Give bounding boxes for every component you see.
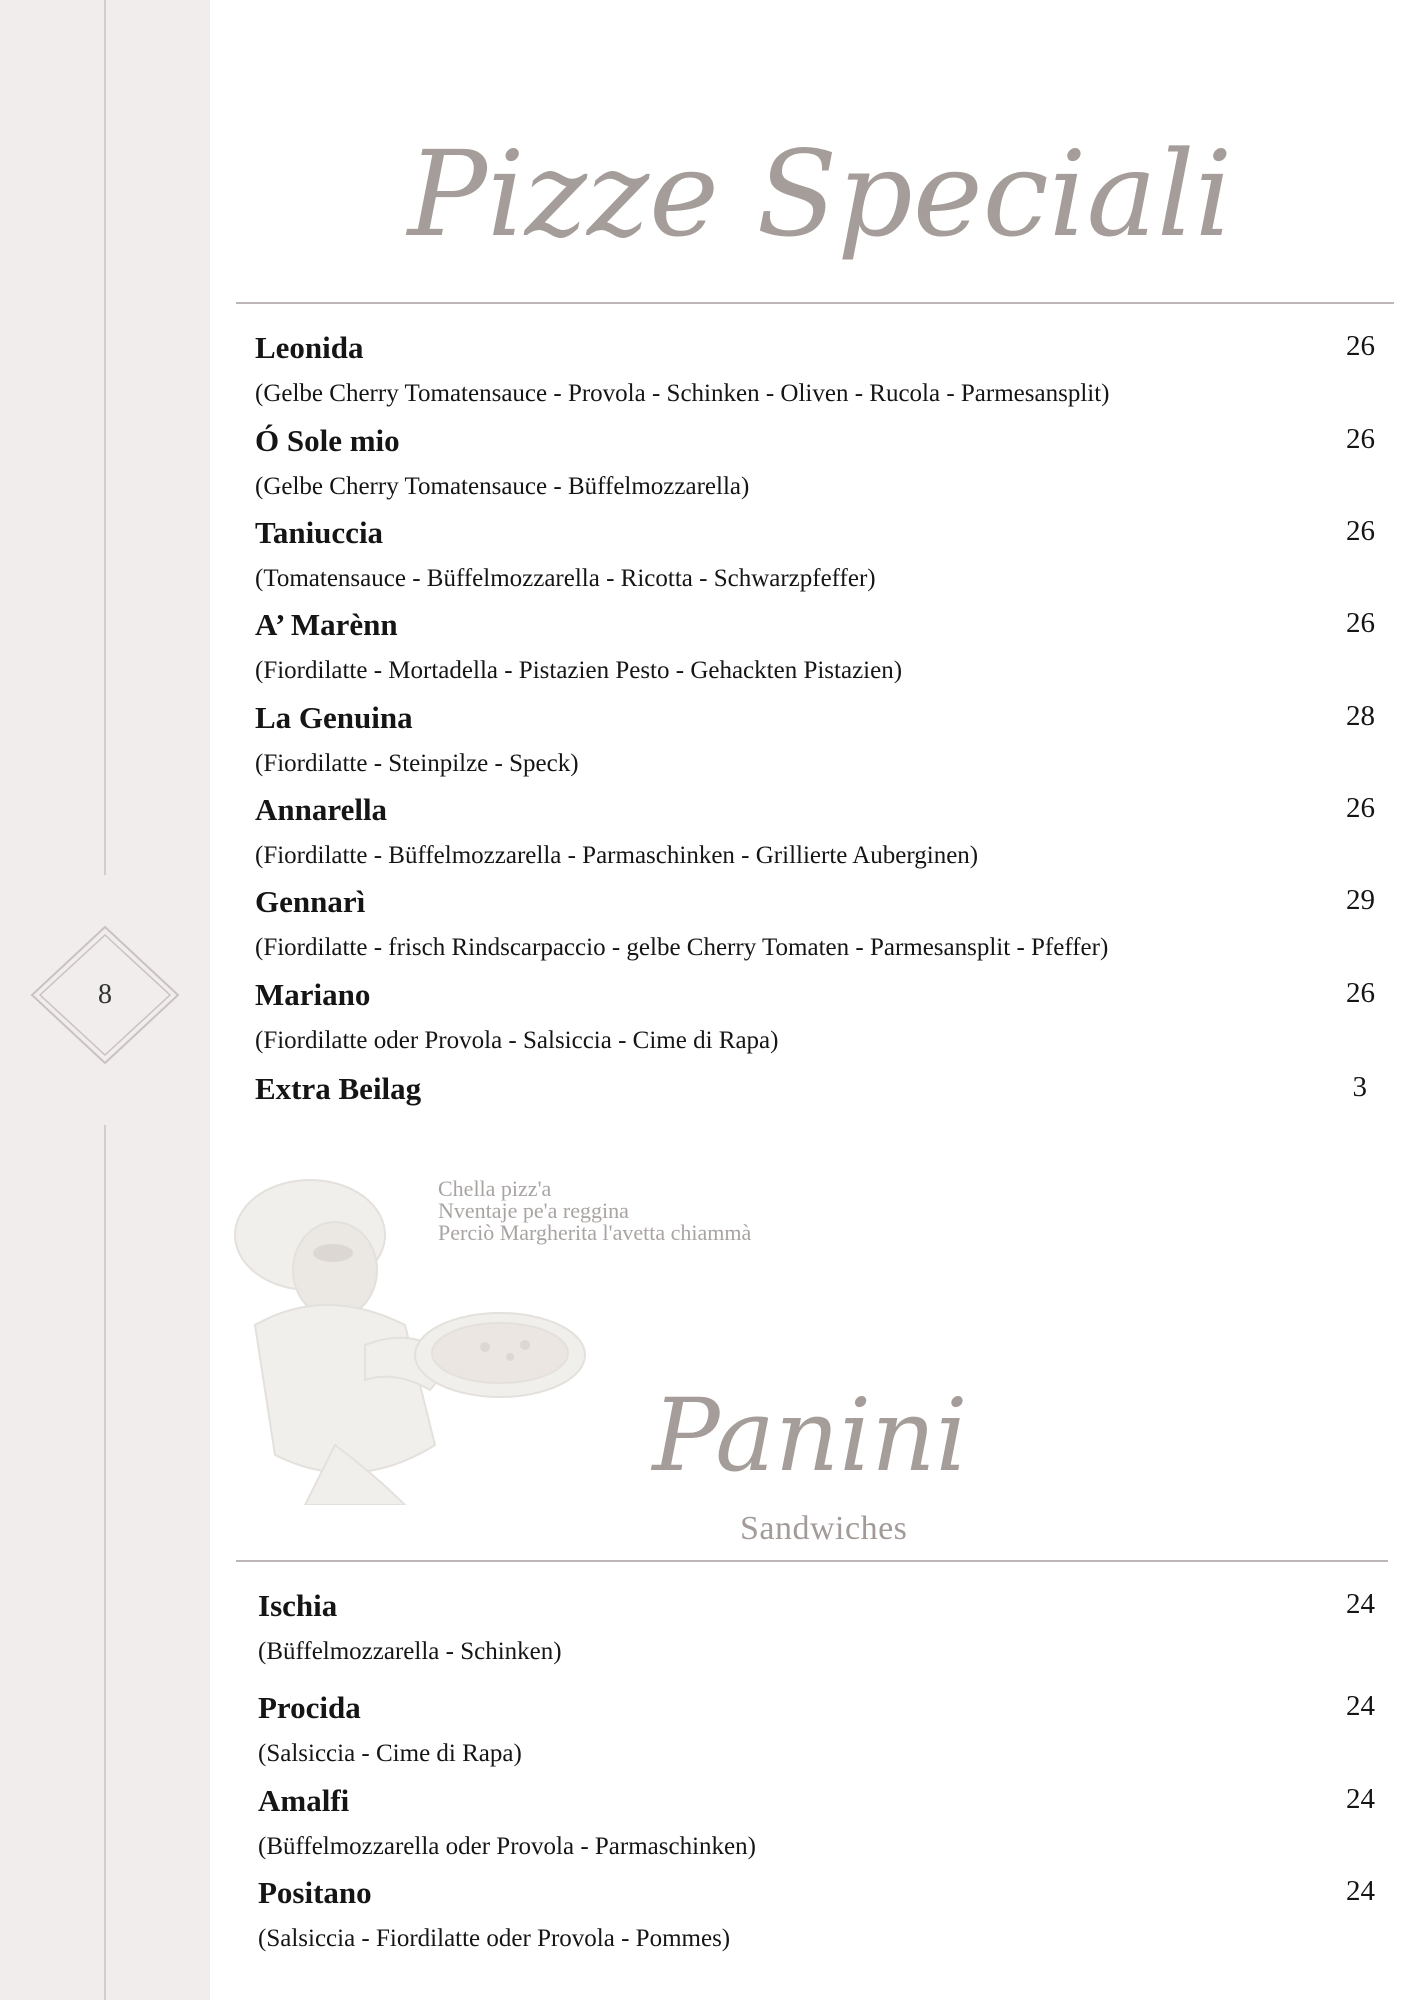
- pizze-title: [390, 100, 1250, 290]
- item-description: (Büffelmozzarella - Schinken): [258, 1638, 562, 1665]
- item-name: Positano: [258, 1875, 372, 1910]
- item-price: 24: [1346, 1690, 1375, 1722]
- item-name: Annarella: [255, 792, 388, 827]
- item-price: 24: [1346, 1875, 1375, 1907]
- item-name: Extra Beilag: [255, 1071, 422, 1106]
- item-name: Mariano: [255, 977, 371, 1012]
- item-name: Amalfi: [258, 1783, 350, 1818]
- menu-item-la-genuina: [255, 698, 1375, 782]
- menu-item-positano: [258, 1873, 1375, 1957]
- menu-item-gennari: [255, 882, 1375, 966]
- menu-item-extra-beilag: [255, 1069, 1375, 1109]
- item-name: Ó Sole mio: [255, 423, 400, 458]
- item-name: A’ Marènn: [255, 607, 398, 642]
- menu-item-procida: [258, 1688, 1375, 1772]
- quote-line: Chella pizz'a: [438, 1176, 552, 1201]
- item-description: (Büffelmozzarella oder Provola - Parmaschinken): [258, 1833, 756, 1860]
- menu-item-mariano: [255, 975, 1375, 1059]
- item-price: 3: [1352, 1071, 1367, 1103]
- menu-item-annarella: [255, 790, 1375, 874]
- panini-title-text: Panini: [652, 1377, 968, 1494]
- item-name: Procida: [258, 1690, 361, 1725]
- item-name: La Genuina: [255, 700, 413, 735]
- item-price: 26: [1346, 330, 1375, 362]
- panini-subtitle: Sandwiches: [740, 1510, 908, 1547]
- item-name: Leonida: [255, 330, 364, 365]
- item-price: 26: [1346, 607, 1375, 639]
- item-price: 24: [1346, 1783, 1375, 1815]
- pizza-quote: [438, 1178, 751, 1244]
- item-description: (Fiordilatte - Büffelmozzarella - Parmaschinken - Grillierte Auberginen): [255, 842, 979, 869]
- item-description: (Gelbe Cherry Tomatensauce - Büffelmozzarella): [255, 473, 750, 500]
- item-name: Ischia: [258, 1588, 338, 1623]
- item-price: 26: [1346, 515, 1375, 547]
- item-price: 26: [1346, 423, 1375, 455]
- item-price: 26: [1346, 792, 1375, 824]
- pizze-title-text: Pizze Speciali: [407, 125, 1233, 263]
- menu-item-taniuccia: [255, 513, 1375, 597]
- pizze-divider: [236, 302, 1394, 304]
- sidebar: [0, 0, 210, 2000]
- item-price: 28: [1346, 700, 1375, 732]
- panini-divider: [236, 1560, 1388, 1562]
- item-description: (Salsiccia - Cime di Rapa): [258, 1740, 522, 1767]
- item-description: (Salsiccia - Fiordilatte oder Provola - Pommes): [258, 1925, 731, 1952]
- menu-item-amalfi: [258, 1781, 1375, 1865]
- panini-title: [600, 1370, 1020, 1520]
- item-description: (Fiordilatte - Mortadella - Pistazien Pesto - Gehackten Pistazien): [255, 657, 903, 684]
- item-price: 24: [1346, 1588, 1375, 1620]
- item-price: 26: [1346, 977, 1375, 1009]
- quote-line: Nventaje pe'a reggina: [438, 1198, 629, 1223]
- menu-item-leonida: [255, 328, 1375, 412]
- item-description: (Gelbe Cherry Tomatensauce - Provola - Schinken - Oliven - Rucola - Parmesansplit): [255, 380, 1110, 407]
- item-description: (Tomatensauce - Büffelmozzarella - Ricotta - Schwarzpfeffer): [255, 565, 876, 592]
- sidebar-line-bottom: [104, 1125, 106, 2000]
- menu-item-o-sole-mio: [255, 421, 1375, 505]
- item-description: (Fiordilatte - frisch Rindscarpaccio - gelbe Cherry Tomaten - Parmesansplit - Pfeffer): [255, 934, 1109, 961]
- item-price: 29: [1346, 884, 1375, 916]
- sidebar-line-top: [104, 0, 106, 875]
- page-number: 8: [98, 979, 112, 1010]
- item-description: (Fiordilatte - Steinpilze - Speck): [255, 750, 579, 777]
- menu-item-ischia: [258, 1586, 1375, 1670]
- item-name: Taniuccia: [255, 515, 384, 550]
- item-description: (Fiordilatte oder Provola - Salsiccia - Cime di Rapa): [255, 1027, 779, 1054]
- item-name: Gennarì: [255, 884, 366, 919]
- menu-item-a-marenn: [255, 605, 1375, 689]
- quote-line: Perciò Margherita l'avetta chiammà: [438, 1220, 752, 1245]
